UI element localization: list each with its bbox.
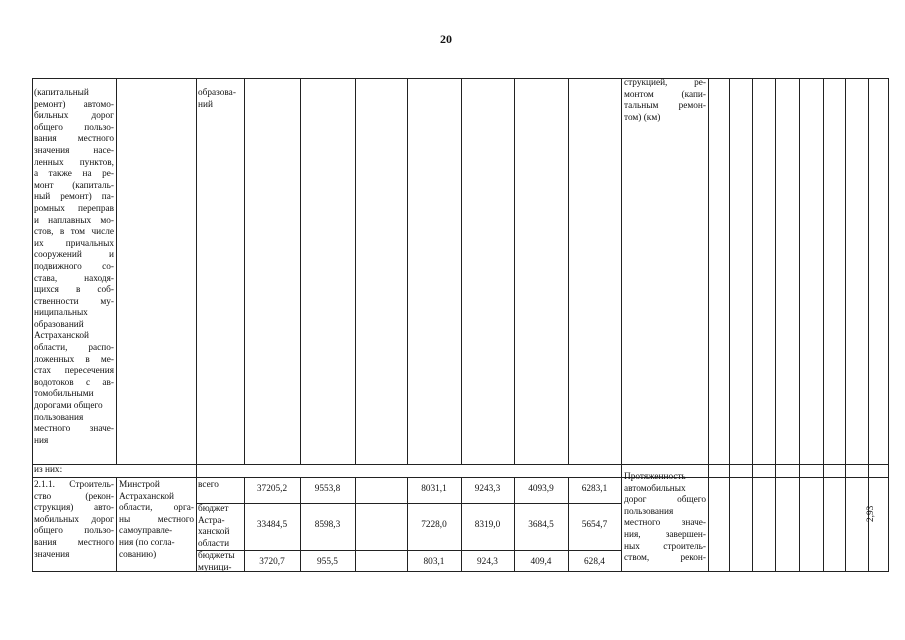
text-line: Астраханской	[34, 331, 89, 342]
text-line: ный ремонт) па-	[34, 192, 114, 203]
value-cell: 8598,3	[314, 520, 341, 530]
text-line: образова-	[198, 88, 236, 98]
value-cell: 955,5	[317, 557, 338, 567]
text-line: местного значе-	[34, 424, 114, 435]
value-cell: 628,4	[584, 557, 605, 567]
text-line: бильных дорог	[34, 111, 114, 122]
text-line: вания местного	[34, 134, 114, 145]
text-line: местного значе-	[624, 518, 706, 529]
text-line: области, орга-	[119, 503, 194, 514]
col-border	[752, 78, 753, 572]
value-cell: 37205,2	[256, 484, 288, 494]
text-line: самоуправле-	[119, 526, 173, 537]
text-line: общего пользо-	[34, 526, 114, 537]
text-line: их причальных	[34, 238, 114, 249]
text-line: щихся в соб-	[34, 285, 114, 296]
value-cell: 924,3	[477, 557, 498, 567]
text-line: а также на ре-	[34, 169, 114, 180]
page-number: 20	[440, 32, 452, 46]
col-border	[32, 78, 33, 572]
text-line: водотоков с ав-	[34, 377, 114, 388]
text-line: ленных пунктов,	[34, 157, 114, 168]
text-line: образований	[34, 319, 84, 330]
value-cell: 5654,7	[581, 520, 608, 530]
text-line: Минстрой	[119, 480, 160, 490]
text-line: сооружений и	[34, 250, 114, 261]
item-title-text	[34, 480, 114, 561]
text-line: Астра-	[198, 515, 225, 526]
value-cell: 6283,1	[581, 484, 608, 494]
text-line: пользования	[624, 506, 674, 517]
text-line: ханской	[198, 527, 230, 538]
continued-indicator-text	[34, 88, 114, 447]
text-line: ложенных в ме-	[34, 354, 114, 365]
col-border	[514, 78, 515, 464]
text-line: томобильными	[34, 389, 94, 400]
text-line: дорогами общего	[34, 401, 103, 412]
item-target-text	[624, 472, 706, 565]
text-line: автомобильных	[624, 483, 686, 494]
col-border	[868, 78, 869, 572]
text-line: струкция) авто-	[34, 503, 114, 514]
col-border	[888, 78, 889, 572]
col-border	[799, 78, 800, 572]
text-line: всего	[198, 480, 219, 490]
source-cell	[198, 504, 242, 550]
text-line: ремонт) автомо-	[34, 99, 114, 110]
text-line: ниципальных	[34, 308, 88, 319]
text-line: ством, рекон-	[624, 553, 706, 564]
text-line: монтом (капи-	[624, 89, 706, 100]
value-cell: 3720,7	[259, 557, 285, 567]
text-line: стов, в том числе	[34, 227, 114, 238]
text-line: мобильных дорог	[34, 514, 114, 525]
value-cell: 8031,1	[421, 484, 447, 494]
col-border	[708, 78, 709, 572]
text-line: бюджеты	[198, 551, 235, 561]
source-cell	[198, 480, 242, 492]
text-line: тальным ремон-	[624, 101, 706, 112]
col-border	[116, 477, 117, 572]
text-line: бюджет	[198, 504, 229, 514]
col-border	[568, 78, 569, 464]
text-line: ственности му-	[34, 296, 114, 307]
col-border	[461, 78, 462, 464]
text-line: стах пересечения	[34, 366, 114, 377]
continued-target-text	[624, 78, 706, 124]
row-divider	[196, 503, 621, 504]
text-line: дорог общего	[624, 495, 706, 506]
text-line: том) (км)	[624, 112, 661, 123]
row-divider	[32, 464, 889, 465]
text-line: области	[198, 538, 230, 549]
col-border	[300, 78, 301, 464]
value-cell: 9243,3	[474, 484, 501, 494]
col-border	[355, 477, 356, 572]
col-border	[355, 78, 356, 464]
text-line: ромных переправ	[34, 203, 114, 214]
item-executor-text	[119, 480, 194, 561]
text-line: ния (по согла-	[119, 537, 175, 548]
value-cell: 803,1	[423, 557, 445, 567]
text-line: Протяженность	[624, 472, 686, 482]
col-border	[621, 78, 622, 572]
col-border	[845, 78, 846, 572]
text-line: значения	[34, 549, 70, 560]
text-line: 2.1.1. Строитель-	[34, 480, 114, 490]
text-line: и наплавных мо-	[34, 215, 114, 226]
col-border	[407, 78, 408, 464]
text-line: вания местного	[34, 537, 114, 548]
col-border	[729, 78, 730, 572]
value-cell: 409,4	[530, 557, 552, 567]
text-line: значения насе-	[34, 145, 114, 156]
value-cell: 3684,5	[528, 520, 554, 530]
text-line: ния	[34, 435, 49, 446]
text-line: ство (рекон-	[34, 491, 114, 502]
value-cell: 7228,0	[421, 520, 447, 530]
value-cell: 4093,9	[528, 484, 554, 494]
col-border	[823, 78, 824, 572]
value-cell: 33484,5	[256, 520, 288, 530]
value-cell: 9553,8	[314, 484, 341, 494]
col-border	[244, 78, 245, 464]
col-border	[196, 78, 197, 572]
text-line: сованию)	[119, 549, 157, 560]
text-line: ны местного	[119, 514, 194, 525]
text-line: струкцией, ре-	[624, 78, 706, 88]
rotated-value: 2,93	[866, 505, 876, 522]
text-line: Астраханской	[119, 491, 174, 502]
text-line: пользования	[34, 412, 84, 423]
value-cell: 8319,0	[474, 520, 501, 530]
col-border	[116, 78, 117, 464]
text-line: общего пользо-	[34, 122, 114, 133]
text-line: подвижного со-	[34, 261, 114, 272]
text-line: области, распо-	[34, 343, 114, 354]
col-border	[775, 78, 776, 572]
text-line: (капитальный	[34, 88, 89, 98]
source-cell	[198, 551, 242, 574]
continued-responsible-text	[198, 88, 242, 111]
text-line: ний	[198, 99, 213, 110]
text-line: ных строитель-	[624, 541, 706, 552]
text-line: монт (капиталь-	[34, 180, 114, 191]
text-line: ния, завершен-	[624, 529, 706, 540]
from-them-label: из них:	[34, 465, 63, 475]
text-line: муници-	[198, 562, 232, 573]
row-divider	[196, 550, 621, 551]
text-line: става, находя-	[34, 273, 114, 284]
